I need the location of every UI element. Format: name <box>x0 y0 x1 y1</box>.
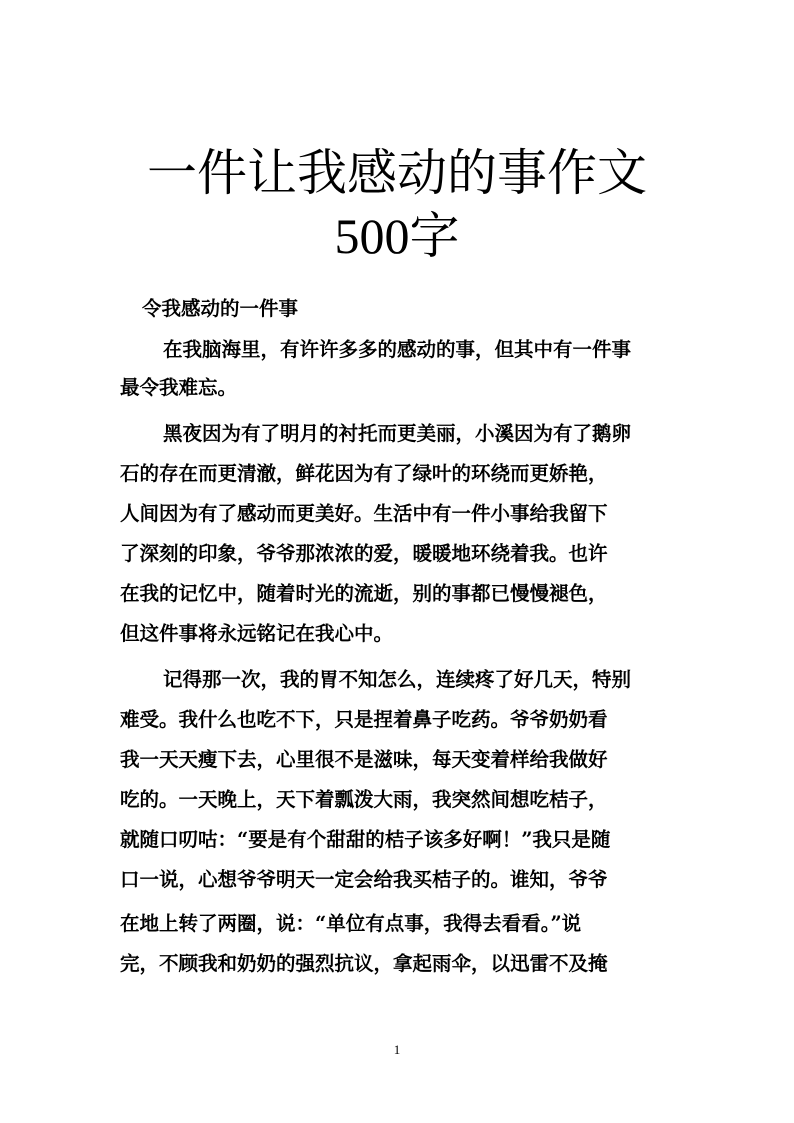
paragraph-line: 人间因为有了感动而更美好。生活中有一件小事给我留下 <box>120 502 608 525</box>
paragraph-line: 在地上转了两圈，说：“单位有点事，我得去看看。”说 <box>120 912 582 935</box>
paragraph-line: 了深刻的印象，爷爷那浓浓的爱，暖暖地环绕着我。也许 <box>120 542 608 565</box>
paragraph-line: 难受。我什么也吃不下，只是捏着鼻子吃药。爷爷奶奶看 <box>120 708 608 731</box>
paragraph-line: 就随口叨咕：“要是有个甜甜的桔子该多好啊！”我只是随 <box>120 828 611 851</box>
essay-subtitle: 令我感动的一件事 <box>142 297 299 320</box>
paragraph-line: 完，不顾我和奶奶的强烈抗议，拿起雨伞，以迅雷不及掩 <box>120 952 608 975</box>
document-title-line1: 一件让我感动的事作文 <box>147 145 647 201</box>
page-number: 1 <box>393 1042 401 1057</box>
paragraph-line: 最令我难忘。 <box>120 376 238 399</box>
paragraph-line: 记得那一次，我的胃不知怎么，连续疼了好几天，特别 <box>163 668 632 691</box>
paragraph-line: 吃的。一天晚上，天下着瓢泼大雨，我突然间想吃桔子， <box>120 788 608 811</box>
paragraph-line: 在我脑海里，有许许多多的感动的事，但其中有一件事 <box>163 338 632 361</box>
document-title-line2: 500字 <box>334 208 460 264</box>
paragraph-line: 我一天天瘦下去，心里很不是滋味，每天变着样给我做好 <box>120 748 608 771</box>
paragraph-line: 在我的记忆中，随着时光的流逝，别的事都已慢慢褪色， <box>120 582 608 605</box>
paragraph-line: 但这件事将永远铭记在我心中。 <box>120 622 394 645</box>
paragraph-line: 石的存在而更清澈，鲜花因为有了绿叶的环绕而更娇艳， <box>120 462 608 485</box>
paragraph-line: 口一说，心想爷爷明天一定会给我买桔子的。谁知，爷爷 <box>120 868 608 891</box>
paragraph-line: 黑夜因为有了明月的衬托而更美丽，小溪因为有了鹅卵 <box>163 422 632 445</box>
